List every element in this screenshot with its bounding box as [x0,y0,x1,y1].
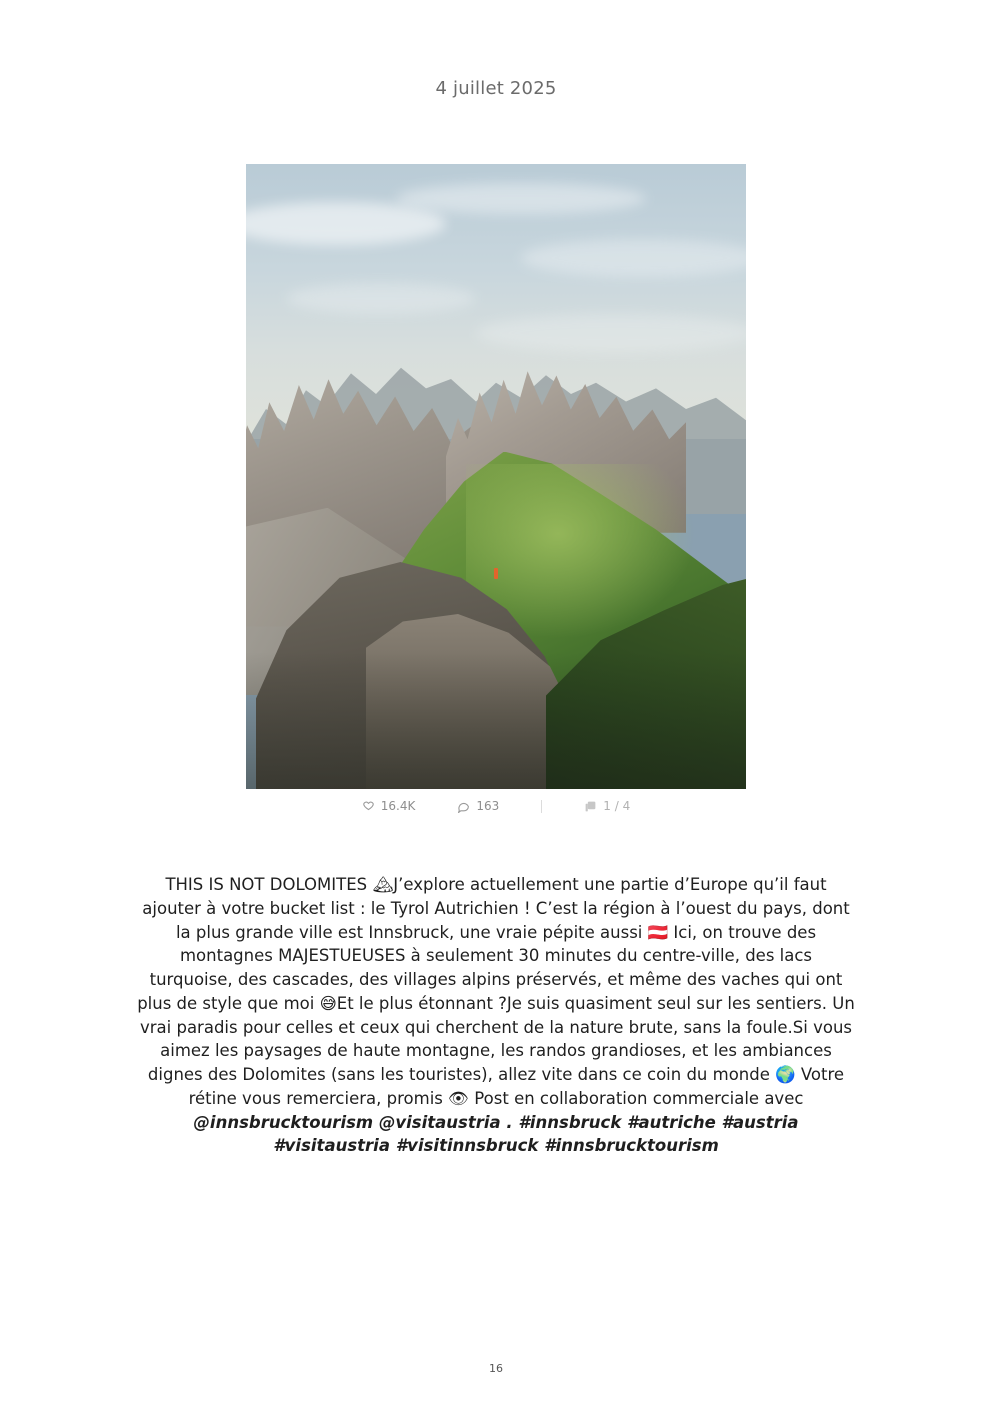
post-caption [136,873,856,1158]
page-number: 16 [489,1362,503,1375]
likes-count: 16.4K [380,799,416,813]
carousel-icon [584,800,597,813]
comments-count: 163 [476,799,500,813]
caption-body: THIS IS NOT DOLOMITES 🏔J’explore actuellement une partie d’Europe qu’il faut ajouter à votre bucket list : le Tyrol Autrichien ! C’est la région à l’ouest du pays, dont la plus grande ville est Innsbruck, une vraie pépite aussi 🇦🇹 Ici, on trouve des montagnes MAJESTUEUSES à seulement 30 minutes du centre-ville, des lacs turquoise, des cascades, des villages alpins préservés, et même des vaches qui ont plus de style que moi 😅Et le plus étonnant ?Je suis quasiment seul sur les sentiers. Un vrai paradis pour celles et ceux qui cherchent de la nature brute, sans la foule.Si vous aimez les paysages de haute montagne, les randos grandioses, et les ambiances dignes des Dolomites (sans les touristes), allez vite dans ce coin du monde 🌍 Votre rétine vous remerciera, promis 👁 Post en collaboration commerciale avec [137,875,855,1108]
comments-stat [457,799,499,813]
post-stats [246,799,746,813]
cloud [396,183,646,214]
heart-icon [362,800,375,813]
instagram-post [137,164,855,1158]
comment-icon [457,800,470,813]
cloud [286,283,476,314]
carousel-stat [584,799,630,813]
date-header: 4 juillet 2025 [435,78,557,99]
cloud [521,239,746,277]
carousel-index: 1 / 4 [603,799,631,813]
hiker-figure [494,568,498,579]
cloud [476,314,746,352]
bottom-shadow [246,652,746,790]
caption-tags: @innsbrucktourism @visitaustria . #innsbruck #autriche #austria #visitaustria #visitinnsbruck #innsbrucktourism [193,1112,799,1156]
post-image [246,164,746,789]
likes-stat [362,799,416,813]
stats-divider [541,800,542,813]
